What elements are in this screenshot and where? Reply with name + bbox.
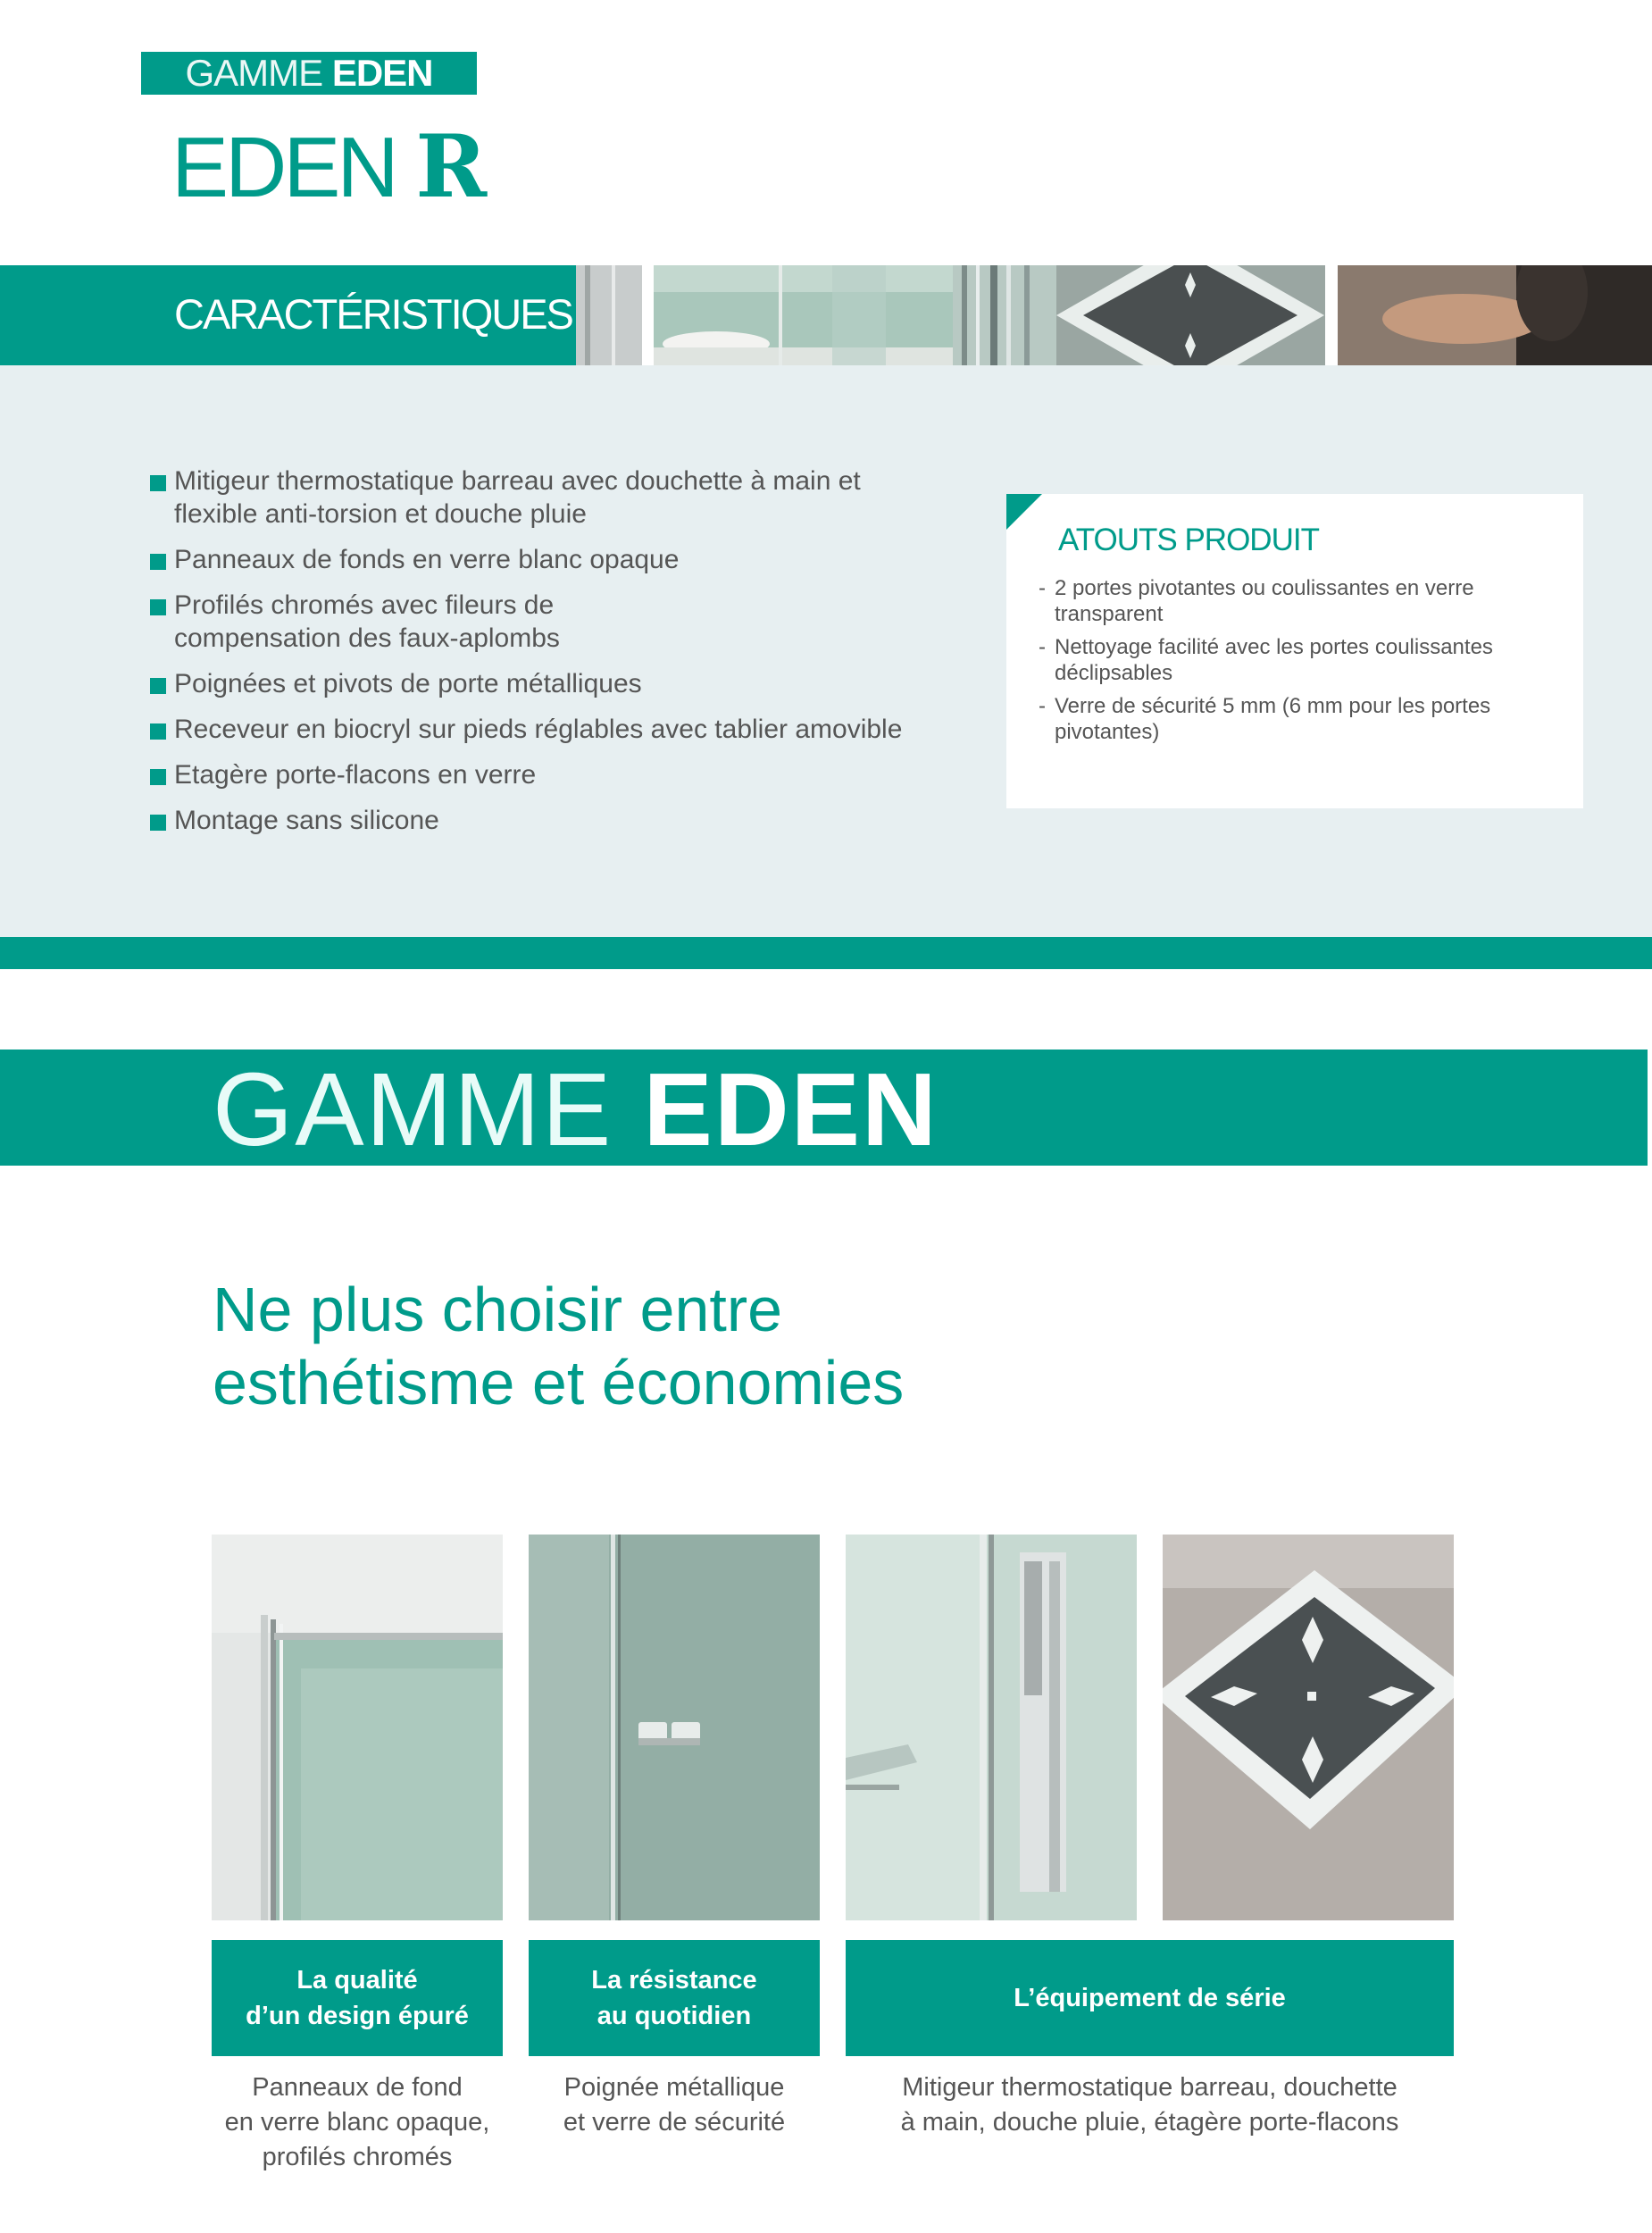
product-title-bold: R — [415, 116, 488, 217]
card-text-line: Poignée métallique — [563, 2073, 785, 2102]
photo-door-handle — [529, 1535, 820, 1920]
card-label-design — [212, 1940, 503, 2056]
feature-item: Profilés chromés avec fileurs de compensation des faux-aplombs — [147, 589, 951, 655]
band-photo-shower-tray — [654, 265, 953, 365]
headline — [213, 1273, 1373, 1419]
card-label-line: L’équipement de série — [1014, 1984, 1286, 2012]
feature-item: Poignées et pivots de porte métalliques — [147, 667, 951, 700]
atout-item: - 2 portes pivotantes ou coulissantes en verre transparent — [1039, 575, 1556, 627]
card-label-resistance — [529, 1940, 820, 2056]
feature-item: Mitigeur thermostatique barreau avec douchette à main et flexible anti-torsion et douche pluie — [147, 464, 951, 531]
atout-item: - Verre de sécurité 5 mm (6 mm pour les portes pivotantes) — [1039, 693, 1556, 745]
feature-item: Receveur en biocryl sur pieds réglables avec tablier amovible — [147, 713, 951, 746]
atouts-list — [1039, 575, 1556, 752]
gamme-title-light: GAMME — [213, 1051, 644, 1167]
band-photo-rain-shower — [1056, 265, 1325, 365]
characteristics-title: CARACTÉRISTIQUES — [174, 290, 572, 338]
band-photo-hinge — [953, 265, 1056, 365]
band-photo-person — [1338, 265, 1652, 365]
band-photo-frame — [576, 265, 642, 365]
feature-item: Etagère porte-flacons en verre — [147, 758, 951, 791]
range-tag-light: GAMME — [185, 52, 332, 94]
gamme-title — [213, 1050, 939, 1166]
card-text-equipment — [846, 2070, 1454, 2140]
headline-line: esthétisme et économies — [213, 1348, 905, 1418]
atout-item: - Nettoyage facilité avec les portes coulissantes déclipsables — [1039, 634, 1556, 686]
card-text-line: Mitigeur thermostatique barreau, douchette — [902, 2073, 1398, 2102]
card-text-line: à main, douche pluie, étagère porte-flacons — [900, 2108, 1399, 2137]
range-tag — [141, 52, 477, 95]
photo-hand-shower — [846, 1535, 1137, 1920]
product-title — [171, 118, 487, 217]
gamme-title-bold: EDEN — [643, 1051, 939, 1167]
card-text-design — [194, 2070, 521, 2175]
features-list — [147, 464, 951, 849]
feature-item: Montage sans silicone — [147, 804, 951, 837]
panel-bottom-bar — [0, 937, 1652, 969]
card-label-line: La résistance — [591, 1966, 757, 1995]
photo-rain-shower-head — [1163, 1535, 1454, 1920]
card-label-line: La qualité — [296, 1966, 418, 1995]
card-text-line: et verre de sécurité — [563, 2108, 786, 2137]
photo-glass-panel — [212, 1535, 503, 1920]
card-text-line: en verre blanc opaque, — [224, 2108, 490, 2137]
card-text-resistance — [511, 2070, 838, 2140]
card-text-line: Panneaux de fond — [252, 2073, 463, 2102]
product-title-light: EDEN — [171, 120, 416, 215]
atouts-title: ATOUTS PRODUIT — [1058, 523, 1319, 557]
card-label-line: au quotidien — [597, 2002, 752, 2030]
range-tag-bold: EDEN — [331, 52, 433, 94]
card-text-line: profilés chromés — [262, 2143, 453, 2171]
atouts-corner-mark — [1006, 494, 1042, 530]
card-label-line: d’un design épuré — [246, 2002, 469, 2030]
feature-item: Panneaux de fonds en verre blanc opaque — [147, 543, 951, 576]
card-label-equipment — [846, 1940, 1454, 2056]
headline-line: Ne plus choisir entre — [213, 1275, 783, 1344]
